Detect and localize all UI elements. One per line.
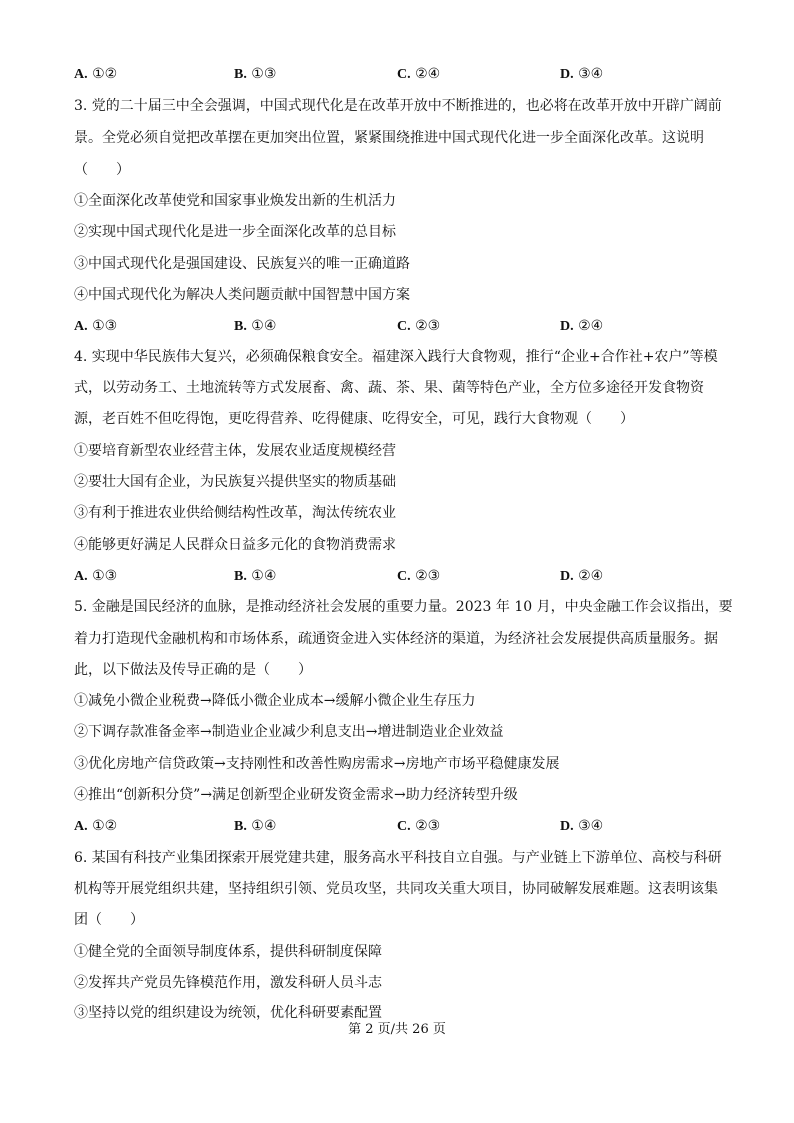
option-d: D. ③④ [560, 66, 604, 82]
option-b: B. ①④ [234, 818, 277, 834]
option-b: B. ①③ [234, 66, 277, 82]
statement: ①健全党的全面领导制度体系，提供科研制度保障 [74, 944, 382, 960]
option-a: A. ①③ [74, 318, 118, 334]
question-4-stem-line: 源，老百姓不但吃得饱，更吃得营养、吃得健康、吃得安全，可见，践行大食物观（ ） [74, 411, 634, 427]
option-c: C. ②③ [397, 318, 441, 334]
q3-options [74, 318, 724, 334]
question-5-stem-line: 5. 金融是国民经济的血脉，是推动经济社会发展的重要力量。2023 年 10 月，中央金融工作会议指出，要 [74, 599, 733, 615]
option-b: B. ①④ [234, 318, 277, 334]
question-4-stem-line: 4. 实现中华民族伟大复兴，必须确保粮食安全。福建深入践行大食物观，推行“企业+合作社+农户”等模 [74, 349, 718, 365]
option-a: A. ①② [74, 818, 118, 834]
statement: ③坚持以党的组织建设为统领，优化科研要素配置 [74, 1005, 382, 1021]
page-number: 第 2 页/共 26 页 [348, 1022, 446, 1037]
q4-options [74, 568, 724, 584]
statement: ②要壮大国有企业，为民族复兴提供坚实的物质基础 [74, 474, 396, 490]
question-3-stem-line: 3. 党的二十届三中全会强调，中国式现代化是在改革开放中不断推进的，也必将在改革开放中开辟广阔前 [74, 98, 722, 114]
question-6-stem-line: 6. 某国有科技产业集团探索开展党建共建，服务高水平科技自立自强。与产业链上下游单位、高校与科研 [74, 850, 722, 866]
statement: ③有利于推进农业供给侧结构性改革，淘汰传统农业 [74, 505, 396, 521]
statement: ②实现中国式现代化是进一步全面深化改革的总目标 [74, 224, 396, 240]
statement: ②发挥共产党员先锋模范作用，激发科研人员斗志 [74, 975, 382, 991]
option-b: B. ①④ [234, 568, 277, 584]
option-d: D. ③④ [560, 818, 604, 834]
option-a: A. ①③ [74, 568, 118, 584]
question-3-stem-line: 景。全党必须自觉把改革摆在更加突出位置，紧紧围绕推进中国式现代化进一步全面深化改革。这说明 [74, 130, 704, 146]
option-c: C. ②③ [397, 818, 441, 834]
q5-options [74, 818, 724, 834]
question-5-stem-line: 此，以下做法及传导正确的是（ ） [74, 662, 312, 678]
question-3-answer-blank: （ ） [74, 162, 130, 178]
statement: ③优化房地产信贷政策→支持刚性和改善性购房需求→房地产市场平稳健康发展 [74, 756, 560, 772]
question-4-stem-line: 式，以劳动务工、土地流转等方式发展畜、禽、蔬、茶、果、菌等特色产业，全方位多途径开发食物资 [74, 380, 704, 396]
question-5-stem-line: 着力打造现代金融机构和市场体系，疏通资金进入实体经济的渠道，为经济社会发展提供高质量服务。据 [74, 631, 718, 647]
statement: ④能够更好满足人民群众日益多元化的食物消费需求 [74, 537, 396, 553]
statement: ①全面深化改革使党和国家事业焕发出新的生机活力 [74, 193, 396, 209]
option-c: C. ②③ [397, 568, 441, 584]
option-c: C. ②④ [397, 66, 441, 82]
option-a: A. ①② [74, 66, 118, 82]
q2-options [74, 66, 724, 82]
question-6-stem-line: 团（ ） [74, 912, 144, 928]
question-6-stem-line: 机构等开展党组织共建，坚持组织引领、党员攻坚，共同攻关重大项目，协同破解发展难题。这表明该集 [74, 881, 718, 897]
statement: ①要培育新型农业经营主体，发展农业适度规模经营 [74, 443, 396, 459]
statement: ③中国式现代化是强国建设、民族复兴的唯一正确道路 [74, 256, 410, 272]
statement: ②下调存款准备金率→制造业企业减少利息支出→增进制造业企业效益 [74, 724, 504, 740]
statement: ④推出“创新积分贷”→满足创新型企业研发资金需求→助力经济转型升级 [74, 787, 518, 803]
statement: ④中国式现代化为解决人类问题贡献中国智慧中国方案 [74, 287, 410, 303]
option-d: D. ②④ [560, 568, 604, 584]
option-d: D. ②④ [560, 318, 604, 334]
statement: ①减免小微企业税费→降低小微企业成本→缓解小微企业生存压力 [74, 693, 476, 709]
